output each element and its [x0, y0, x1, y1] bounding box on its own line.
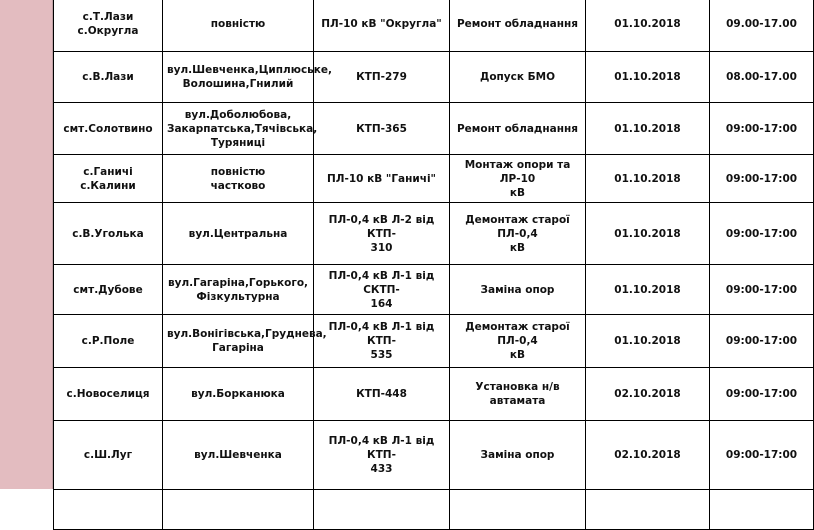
streets-cell: вул.Шевченка — [163, 421, 314, 490]
time-cell: 09:00-17:00 — [710, 103, 814, 155]
power-object-cell: КТП-448 — [314, 368, 450, 421]
time-cell: 09.00-17.00 — [710, 0, 814, 52]
work-type-cell: Заміна опор — [450, 421, 586, 490]
power-object-cell: ПЛ-0,4 кВ Л-1 від СКТП- 164 — [314, 265, 450, 315]
streets-cell: повністю частково — [163, 155, 314, 203]
settlement-cell: с.Ш.Луг — [54, 421, 163, 490]
settlement-cell: с.В.Лази — [54, 52, 163, 103]
date-cell: 01.10.2018 — [586, 155, 710, 203]
table-row — [54, 52, 814, 103]
table-row — [54, 265, 814, 315]
streets-cell: вул.Борканюка — [163, 368, 314, 421]
work-type-cell: Ремонт обладнання — [450, 0, 586, 52]
settlement-cell: смт.Дубове — [54, 265, 163, 315]
date-cell: 01.10.2018 — [586, 103, 710, 155]
date-cell: 02.10.2018 — [586, 421, 710, 490]
work-type-cell: Демонтаж старої ПЛ-0,4 кВ — [450, 203, 586, 265]
date-cell: 02.10.2018 — [586, 368, 710, 421]
power-object-cell: ПЛ-0,4 кВ Л-1 від КТП- 433 — [314, 421, 450, 490]
table-row — [54, 203, 814, 265]
power-object-cell: КТП-279 — [314, 52, 450, 103]
time-cell: 09:00-17:00 — [710, 315, 814, 368]
streets-cell: вул.Вонігівська,Груднева, Гагаріна — [163, 315, 314, 368]
settlement-cell: с.Ганичі с.Калини — [54, 155, 163, 203]
time-cell — [710, 490, 814, 530]
work-type-cell: Демонтаж старої ПЛ-0,4 кВ — [450, 315, 586, 368]
date-cell: 01.10.2018 — [586, 52, 710, 103]
time-cell: 09:00-17:00 — [710, 203, 814, 265]
outage-table — [53, 0, 814, 530]
time-cell: 09:00-17:00 — [710, 421, 814, 490]
streets-cell: повністю — [163, 0, 314, 52]
left-margin-strip — [0, 0, 53, 489]
streets-cell: вул.Гагаріна,Горького, Фізкультурна — [163, 265, 314, 315]
streets-cell: вул.Доболюбова, Закарпатська,Тячівська, Туряниці — [163, 103, 314, 155]
settlement-cell: с.Р.Поле — [54, 315, 163, 368]
power-object-cell — [314, 490, 450, 530]
table-row — [54, 421, 814, 490]
work-type-cell — [450, 490, 586, 530]
table-row — [54, 0, 814, 52]
power-object-cell: КТП-365 — [314, 103, 450, 155]
work-type-cell: Заміна опор — [450, 265, 586, 315]
work-type-cell: Ремонт обладнання — [450, 103, 586, 155]
table-row — [54, 368, 814, 421]
work-type-cell: Допуск БМО — [450, 52, 586, 103]
settlement-cell: смт.Солотвино — [54, 103, 163, 155]
time-cell: 09:00-17:00 — [710, 265, 814, 315]
date-cell: 01.10.2018 — [586, 315, 710, 368]
table-row — [54, 490, 814, 530]
date-cell: 01.10.2018 — [586, 203, 710, 265]
settlement-cell — [54, 490, 163, 530]
streets-cell: вул.Шевченка,Циплюське, Волошина,Гнилий — [163, 52, 314, 103]
time-cell: 08.00-17.00 — [710, 52, 814, 103]
settlement-cell: с.В.Уголька — [54, 203, 163, 265]
settlement-cell: с.Т.Лази с.Округла — [54, 0, 163, 52]
work-type-cell: Монтаж опори та ЛР-10 кВ — [450, 155, 586, 203]
table-row — [54, 315, 814, 368]
settlement-cell: с.Новоселиця — [54, 368, 163, 421]
power-object-cell: ПЛ-0,4 кВ Л-2 від КТП- 310 — [314, 203, 450, 265]
date-cell — [586, 490, 710, 530]
table-row — [54, 155, 814, 203]
date-cell: 01.10.2018 — [586, 265, 710, 315]
outage-schedule — [53, 0, 800, 530]
power-object-cell: ПЛ-10 кВ "Округла" — [314, 0, 450, 52]
table-row — [54, 103, 814, 155]
time-cell: 09:00-17:00 — [710, 155, 814, 203]
streets-cell — [163, 490, 314, 530]
power-object-cell: ПЛ-10 кВ "Ганичі" — [314, 155, 450, 203]
work-type-cell: Установка н/в автамата — [450, 368, 586, 421]
streets-cell: вул.Центральна — [163, 203, 314, 265]
date-cell: 01.10.2018 — [586, 0, 710, 52]
time-cell: 09:00-17:00 — [710, 368, 814, 421]
power-object-cell: ПЛ-0,4 кВ Л-1 від КТП- 535 — [314, 315, 450, 368]
